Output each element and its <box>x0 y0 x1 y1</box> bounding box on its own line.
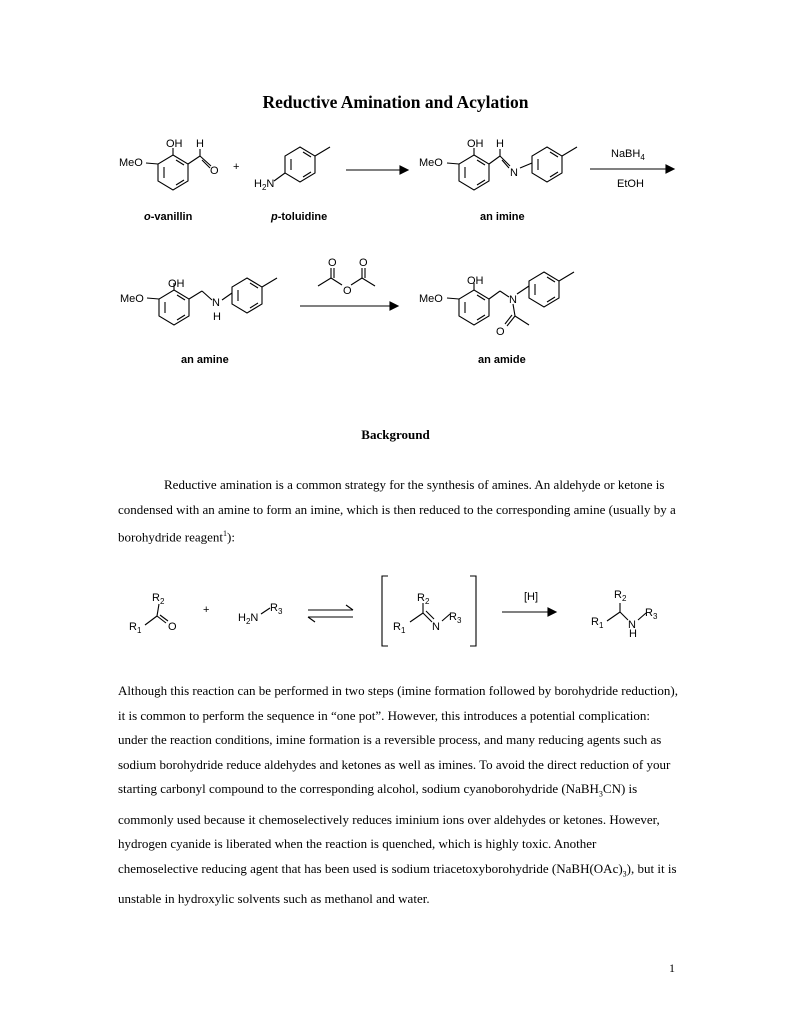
amide-oh-label: OH <box>467 275 484 287</box>
o-vanillin-caption: o-vanillin <box>144 211 193 223</box>
p-toluidine-caption: p-toluidine <box>271 211 328 223</box>
amide-caption: an amide <box>478 354 526 366</box>
page-number: 1 <box>669 961 675 975</box>
svg-text:R1: $R_1$ <box>393 621 406 635</box>
amine-n-label: N <box>212 297 220 309</box>
svg-text:R1: $R_1$ <box>591 616 604 630</box>
carbonyl-o-label: O <box>168 621 177 633</box>
product-n-label: N <box>628 619 636 631</box>
anhydride-o1-label: O <box>328 257 337 269</box>
paragraph-intro-text: Reductive amination is a common strategy for the synthesis of amines. An aldehyde or ketone is condensed with an amine to form an imine, which is then reduced to the corresponding amine (usually by a borohydride reagent <box>118 477 676 545</box>
svg-text:H2N: $H_2N$ <box>238 612 259 626</box>
amine-caption: an amine <box>181 354 229 366</box>
plus-sign: + <box>233 161 240 173</box>
imine-intermediate-structure <box>393 592 462 635</box>
citation-superscript: 1 <box>223 529 228 539</box>
imine-oh-label: OH <box>467 138 484 150</box>
imine-h-label: H <box>496 138 504 150</box>
svg-text:R2: $R_2$ <box>417 592 430 606</box>
amide-o-label: O <box>496 326 505 338</box>
paragraph-intro-tail: ): <box>227 529 235 545</box>
svg-text:R2: $R_2$ <box>614 589 627 603</box>
svg-text:R3: $R_3$ <box>645 607 658 621</box>
reductant-label: [H] <box>524 591 539 603</box>
product-amine-structure <box>591 589 658 640</box>
h-label: H <box>196 138 204 150</box>
h2n-label: $H_2N$ <box>254 178 275 192</box>
imine-meo-label: MeO <box>419 157 443 169</box>
document-title: Reductive Amination and Acylation <box>262 92 529 112</box>
paragraph-discussion: Although this reaction can be performed in two steps (imine formation followed by borohydride reduction), it is common to perform the sequence in “one pot”. However, this introduces a potential complication: under the reaction conditions, imine formation is a reversible process, and many reducing agents such as sodium borohydride reduce aldehydes and ketones as well as imines. To avoid the direct reduction of your starting carbonyl compound to the corresponding alcohol, sodium cyanoborohydride (NaBH$_3$CN) is commonly used because it chemoselectively reduces iminium ions over aldehydes or ketones. However, hydrogen cyanide is liberated when the reaction is quenched, which is highly toxic. Another chemoselective reducing agent that has been used is sodium triacetoxyborohydride $(NaBH(OAc)_3)$, but it is unstable in hydroxylic solvents such as methanol and water. <box>118 683 678 906</box>
amine-meo-label: MeO <box>120 293 144 305</box>
plus-sign-2: + <box>203 604 210 616</box>
background-heading: Background <box>361 427 430 442</box>
product-h-label: H <box>629 628 637 640</box>
meo-label: MeO <box>119 157 143 169</box>
intermediate-n-label: N <box>432 621 440 633</box>
amine-oh-label: OH <box>168 278 185 290</box>
amine-h-label: H <box>213 311 221 323</box>
o-label: O <box>210 165 219 177</box>
conditions-reagent: NaBH$_4$ <box>611 148 645 162</box>
amide-n-label: N <box>509 294 517 306</box>
carbonyl-structure <box>129 592 177 635</box>
svg-text:R2: $R_2$ <box>152 592 165 606</box>
equilibrium-arrows <box>308 605 353 622</box>
amide-meo-label: MeO <box>419 293 443 305</box>
oh-label: OH <box>166 138 183 150</box>
svg-text:R3: $R_3$ <box>449 611 462 625</box>
svg-text:R1: $R_1$ <box>129 621 142 635</box>
anhydride-o2-label: O <box>359 257 368 269</box>
primary-amine-structure <box>238 602 283 626</box>
imine-n-label: N <box>510 167 518 179</box>
anhydride-o3-label: O <box>343 285 352 297</box>
conditions-solvent: EtOH <box>617 178 644 190</box>
imine-caption: an imine <box>480 211 525 223</box>
svg-text:R3: $R_3$ <box>270 602 283 616</box>
